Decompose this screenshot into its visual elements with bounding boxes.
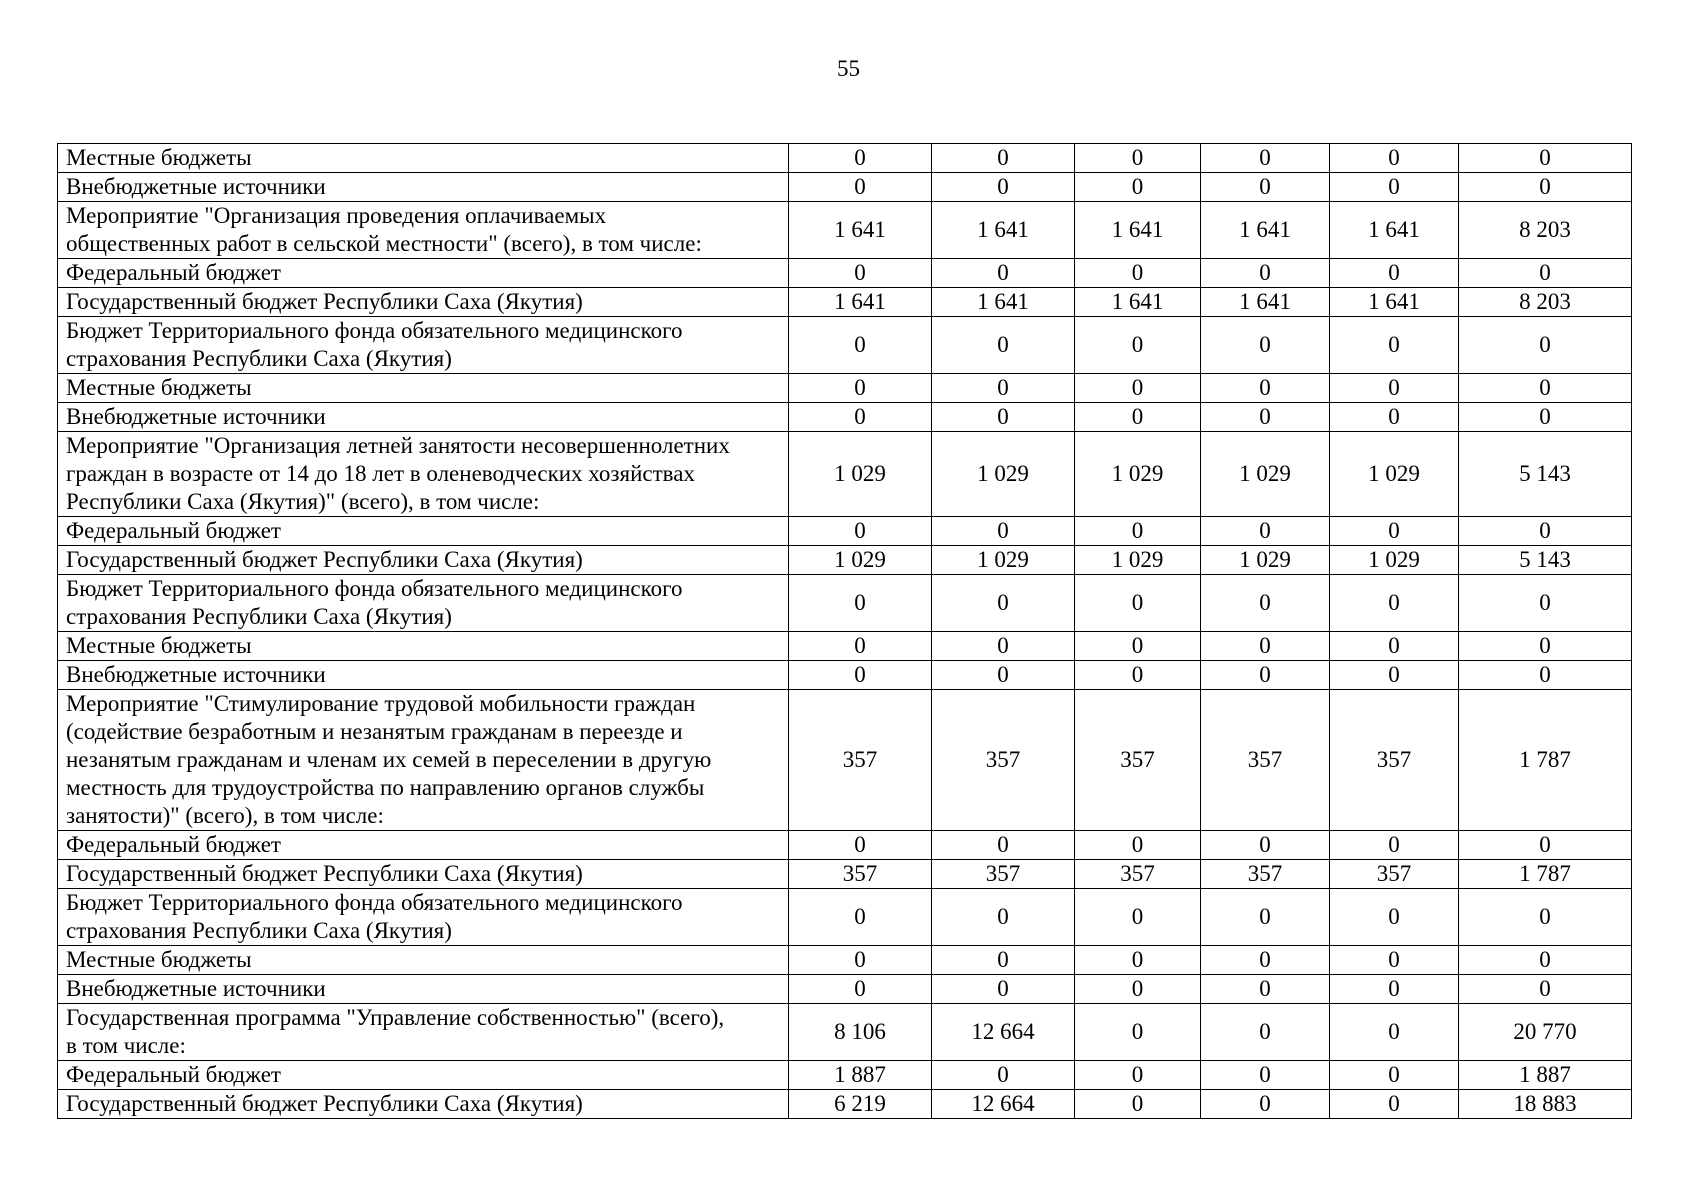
row-value: 1 641: [789, 288, 932, 317]
row-value: 1 641: [1201, 288, 1330, 317]
row-value: 0: [1075, 259, 1201, 288]
row-value: 0: [789, 975, 932, 1004]
row-value: 357: [1330, 690, 1459, 831]
row-value: 357: [1075, 860, 1201, 889]
table-row: [58, 632, 1632, 661]
row-label: Государственный бюджет Республики Саха (Якутия): [58, 546, 789, 575]
row-value: 0: [932, 173, 1075, 202]
row-value: 0: [1075, 1061, 1201, 1090]
row-value: 0: [1330, 403, 1459, 432]
row-value: 0: [932, 632, 1075, 661]
row-value: 0: [932, 259, 1075, 288]
row-value: 0: [789, 946, 932, 975]
row-value: 0: [932, 831, 1075, 860]
row-value: 0: [1330, 831, 1459, 860]
row-total-value: 0: [1459, 575, 1632, 632]
row-value: 0: [1201, 575, 1330, 632]
row-value: 0: [932, 946, 1075, 975]
row-total-value: 20 770: [1459, 1004, 1632, 1061]
table-row: [58, 1004, 1632, 1061]
row-label: Государственная программа "Управление собственностью" (всего), в том числе:: [58, 1004, 789, 1061]
row-value: 357: [1201, 860, 1330, 889]
row-label: Бюджет Территориального фонда обязательного медицинского страхования Республики Саха (Якутия): [58, 317, 789, 374]
row-value: 357: [789, 690, 932, 831]
row-value: 0: [789, 831, 932, 860]
row-value: 0: [1075, 575, 1201, 632]
row-value: 0: [1075, 889, 1201, 946]
row-value: 0: [789, 259, 932, 288]
table-row: [58, 202, 1632, 259]
row-value: 1 029: [789, 546, 932, 575]
row-value: 357: [1075, 690, 1201, 831]
table-row: [58, 517, 1632, 546]
row-value: 0: [1075, 517, 1201, 546]
row-value: 1 029: [1330, 432, 1459, 517]
row-label: Бюджет Территориального фонда обязательного медицинского страхования Республики Саха (Якутия): [58, 575, 789, 632]
row-value: 357: [1330, 860, 1459, 889]
row-value: 0: [789, 403, 932, 432]
row-label: Мероприятие "Организация проведения оплачиваемых общественных работ в сельской местности" (всего), в том числе:: [58, 202, 789, 259]
table-row: [58, 889, 1632, 946]
row-value: 1 641: [1075, 202, 1201, 259]
budget-table-body: [58, 144, 1632, 1119]
table-row: [58, 860, 1632, 889]
row-value: 6 219: [789, 1090, 932, 1119]
table-row: [58, 946, 1632, 975]
row-value: 357: [789, 860, 932, 889]
row-value: 0: [789, 575, 932, 632]
row-value: 0: [1330, 889, 1459, 946]
row-label: Государственный бюджет Республики Саха (Якутия): [58, 860, 789, 889]
row-value: 8 106: [789, 1004, 932, 1061]
row-total-value: 8 203: [1459, 288, 1632, 317]
row-total-value: 5 143: [1459, 432, 1632, 517]
row-value: 0: [1330, 1090, 1459, 1119]
row-value: 0: [1075, 374, 1201, 403]
row-total-value: 0: [1459, 632, 1632, 661]
row-value: 0: [789, 661, 932, 690]
row-total-value: 0: [1459, 374, 1632, 403]
row-value: 0: [1075, 632, 1201, 661]
table-row: [58, 432, 1632, 517]
row-value: 0: [932, 317, 1075, 374]
row-label: Внебюджетные источники: [58, 975, 789, 1004]
table-row: [58, 575, 1632, 632]
row-value: 0: [932, 403, 1075, 432]
table-row: [58, 1090, 1632, 1119]
row-value: 1 029: [1075, 546, 1201, 575]
row-value: 1 029: [932, 546, 1075, 575]
row-value: 0: [1201, 144, 1330, 173]
row-value: 0: [1075, 144, 1201, 173]
table-row: [58, 259, 1632, 288]
row-value: 0: [1330, 1004, 1459, 1061]
row-value: 1 641: [1075, 288, 1201, 317]
row-total-value: 8 203: [1459, 202, 1632, 259]
row-value: 0: [932, 975, 1075, 1004]
row-label: Федеральный бюджет: [58, 259, 789, 288]
row-value: 0: [1201, 661, 1330, 690]
row-value: 12 664: [932, 1090, 1075, 1119]
row-value: 0: [1330, 661, 1459, 690]
row-total-value: 0: [1459, 144, 1632, 173]
row-value: 1 029: [1330, 546, 1459, 575]
row-value: 0: [932, 661, 1075, 690]
row-total-value: 1 787: [1459, 690, 1632, 831]
row-total-value: 0: [1459, 661, 1632, 690]
row-value: 0: [1201, 173, 1330, 202]
row-value: 1 641: [1201, 202, 1330, 259]
row-total-value: 0: [1459, 946, 1632, 975]
row-value: 0: [1201, 1061, 1330, 1090]
row-value: 0: [1330, 975, 1459, 1004]
row-value: 0: [1201, 374, 1330, 403]
row-label: Местные бюджеты: [58, 632, 789, 661]
table-row: [58, 1061, 1632, 1090]
row-value: 0: [789, 173, 932, 202]
row-value: 1 029: [1201, 546, 1330, 575]
row-value: 1 029: [789, 432, 932, 517]
row-label: Федеральный бюджет: [58, 831, 789, 860]
row-total-value: 0: [1459, 975, 1632, 1004]
row-total-value: 0: [1459, 173, 1632, 202]
row-value: 357: [1201, 690, 1330, 831]
row-value: 0: [1330, 575, 1459, 632]
row-value: 0: [789, 517, 932, 546]
row-label: Федеральный бюджет: [58, 1061, 789, 1090]
row-value: 0: [1075, 317, 1201, 374]
row-total-value: 0: [1459, 517, 1632, 546]
row-value: 0: [932, 374, 1075, 403]
row-value: 0: [789, 889, 932, 946]
table-row: [58, 288, 1632, 317]
row-value: 0: [932, 889, 1075, 946]
row-label: Местные бюджеты: [58, 946, 789, 975]
row-total-value: 0: [1459, 831, 1632, 860]
table-row: [58, 975, 1632, 1004]
row-value: 0: [1075, 946, 1201, 975]
row-value: 0: [1330, 144, 1459, 173]
page-number: 55: [837, 56, 860, 81]
row-value: 0: [1201, 517, 1330, 546]
row-label: Местные бюджеты: [58, 144, 789, 173]
row-value: 0: [789, 317, 932, 374]
row-value: 0: [1330, 173, 1459, 202]
table-row: [58, 661, 1632, 690]
row-value: 0: [1201, 1090, 1330, 1119]
row-label: Внебюджетные источники: [58, 403, 789, 432]
row-value: 0: [1075, 661, 1201, 690]
row-value: 0: [1201, 259, 1330, 288]
row-value: 1 029: [932, 432, 1075, 517]
row-value: 0: [1201, 889, 1330, 946]
row-total-value: 1 787: [1459, 860, 1632, 889]
table-row: [58, 546, 1632, 575]
row-value: 0: [1330, 632, 1459, 661]
row-value: 0: [1330, 946, 1459, 975]
table-row: [58, 690, 1632, 831]
table-row: [58, 831, 1632, 860]
row-value: 0: [1201, 317, 1330, 374]
row-value: 0: [1201, 1004, 1330, 1061]
row-value: 1 641: [932, 288, 1075, 317]
table-row: [58, 173, 1632, 202]
row-label: Внебюджетные источники: [58, 661, 789, 690]
row-value: 1 641: [932, 202, 1075, 259]
row-total-value: 0: [1459, 259, 1632, 288]
row-value: 0: [932, 144, 1075, 173]
row-value: 1 887: [789, 1061, 932, 1090]
table-row: [58, 374, 1632, 403]
row-value: 0: [932, 575, 1075, 632]
row-value: 0: [1330, 317, 1459, 374]
row-value: 0: [1075, 975, 1201, 1004]
budget-table: [57, 143, 1632, 1119]
row-total-value: 5 143: [1459, 546, 1632, 575]
row-value: 357: [932, 860, 1075, 889]
row-total-value: 0: [1459, 403, 1632, 432]
row-label: Государственный бюджет Республики Саха (Якутия): [58, 1090, 789, 1119]
row-label: Мероприятие "Стимулирование трудовой мобильности граждан (содействие безработным и незанятым гражданам в переезде и незанятым гражданам и членам их семей в переселении в другую местность для трудоустройства по направлению органов службы занятости)" (всего), в том числе:: [58, 690, 789, 831]
row-label: Государственный бюджет Республики Саха (Якутия): [58, 288, 789, 317]
row-value: 1 641: [789, 202, 932, 259]
row-value: 0: [1075, 403, 1201, 432]
table-row: [58, 403, 1632, 432]
row-label: Федеральный бюджет: [58, 517, 789, 546]
row-value: 0: [1330, 259, 1459, 288]
row-value: 12 664: [932, 1004, 1075, 1061]
row-value: 0: [1330, 1061, 1459, 1090]
row-value: 0: [1075, 173, 1201, 202]
row-total-value: 0: [1459, 317, 1632, 374]
row-total-value: 0: [1459, 889, 1632, 946]
row-value: 1 641: [1330, 202, 1459, 259]
row-label: Бюджет Территориального фонда обязательного медицинского страхования Республики Саха (Якутия): [58, 889, 789, 946]
row-value: 1 029: [1201, 432, 1330, 517]
row-value: 0: [932, 1061, 1075, 1090]
row-value: 0: [789, 632, 932, 661]
row-value: 1 641: [1330, 288, 1459, 317]
row-value: 0: [1201, 975, 1330, 1004]
row-value: 0: [1075, 831, 1201, 860]
row-value: 0: [1201, 946, 1330, 975]
row-value: 0: [932, 517, 1075, 546]
row-value: 0: [789, 374, 932, 403]
row-value: 0: [1330, 517, 1459, 546]
row-value: 0: [1075, 1090, 1201, 1119]
row-label: Мероприятие "Организация летней занятости несовершеннолетних граждан в возрасте от 14 до 18 лет в оленеводческих хозяйствах Республики Саха (Якутия)" (всего), в том числе:: [58, 432, 789, 517]
row-value: 1 029: [1075, 432, 1201, 517]
row-total-value: 1 887: [1459, 1061, 1632, 1090]
row-value: 0: [1330, 374, 1459, 403]
table-row: [58, 144, 1632, 173]
row-value: 357: [932, 690, 1075, 831]
row-value: 0: [1201, 831, 1330, 860]
row-label: Местные бюджеты: [58, 374, 789, 403]
row-value: 0: [1075, 1004, 1201, 1061]
row-value: 0: [789, 144, 932, 173]
row-label: Внебюджетные источники: [58, 173, 789, 202]
table-row: [58, 317, 1632, 374]
row-total-value: 18 883: [1459, 1090, 1632, 1119]
row-value: 0: [1201, 632, 1330, 661]
row-value: 0: [1201, 403, 1330, 432]
